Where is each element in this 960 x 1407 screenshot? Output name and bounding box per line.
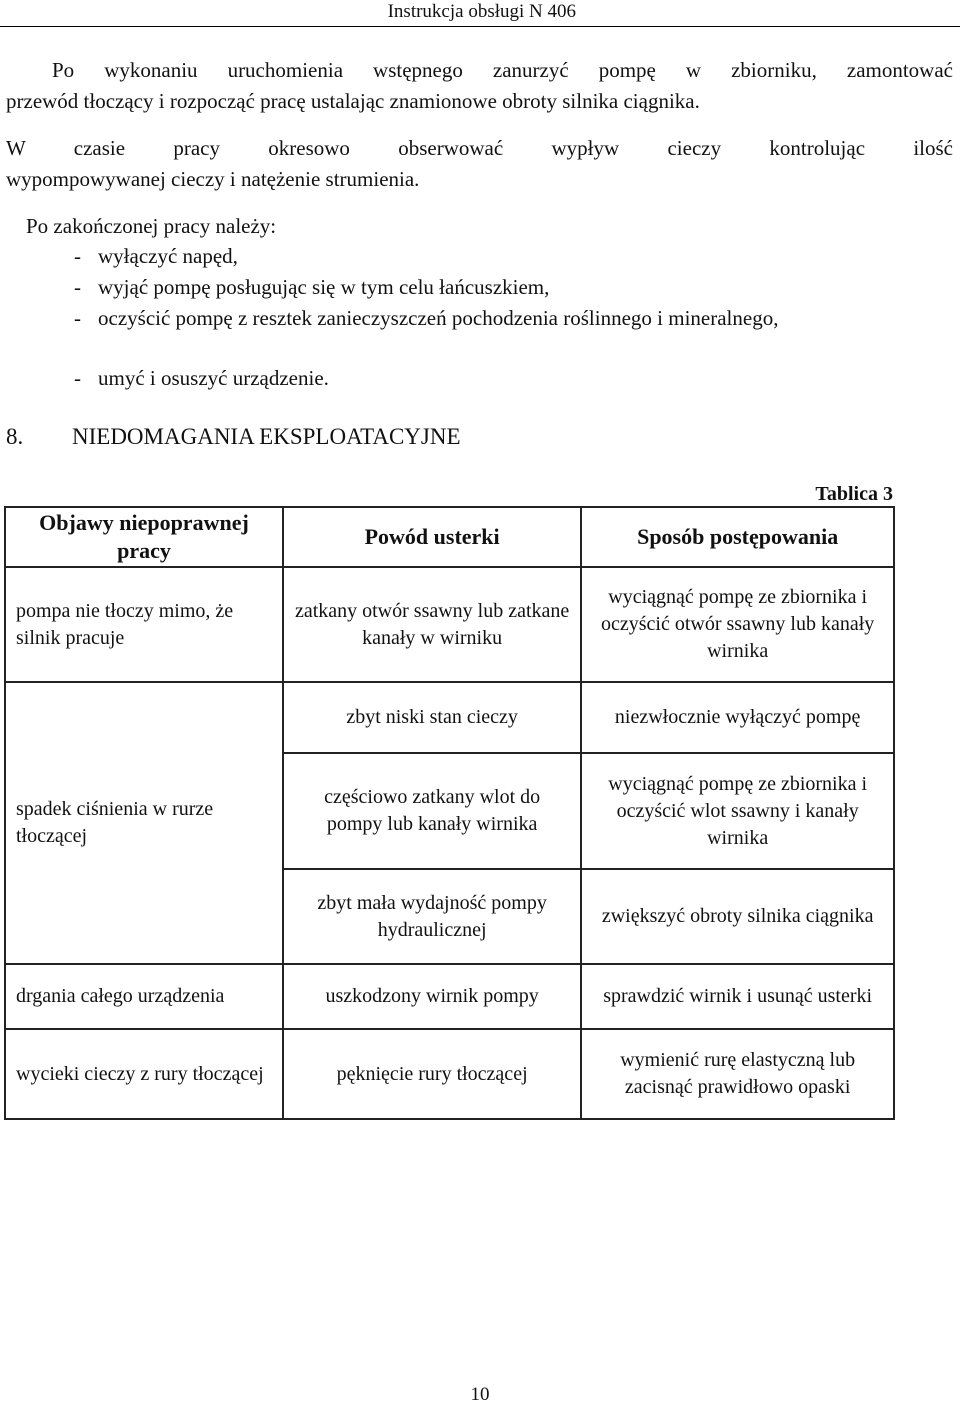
dash-bullet: - <box>74 306 81 330</box>
paragraph-line: W czasie pracy okresowo obserwować wypływ cieczy kontrolując ilość <box>6 136 953 160</box>
paragraph-line: wypompowywanej cieczy i natężenie strumienia. <box>6 167 420 191</box>
document-title: Instrukcja obsługi N 406 <box>387 1 576 22</box>
table-caption: Tablica 3 <box>815 483 893 505</box>
remedy-cell: sprawdzić wirnik i usunąć usterki <box>581 964 894 1029</box>
section-title: NIEDOMAGANIA EKSPLOATACYJNE <box>72 424 461 449</box>
symptom-cell: wycieki cieczy z rury tłoczącej <box>5 1029 283 1119</box>
table-row <box>5 682 894 753</box>
page-header <box>0 0 960 27</box>
step-text: umyć i osuszyć urządzenie. <box>98 366 329 390</box>
column-header-cause: Powód usterki <box>283 507 581 567</box>
page-number: 10 <box>470 1384 490 1405</box>
step-text: wyjąć pompę posługując się w tym celu łańcuszkiem, <box>98 275 550 299</box>
table-row <box>5 1029 894 1119</box>
section-number: 8. <box>6 424 24 449</box>
column-header-remedy: Sposób postępowania <box>581 507 894 567</box>
remedy-cell: wyciągnąć pompę ze zbiornika i oczyścić otwór ssawny lub kanały wirnika <box>581 567 894 682</box>
remedy-cell: niezwłocznie wyłączyć pompę <box>581 682 894 753</box>
symptom-cell: drgania całego urządzenia <box>5 964 283 1029</box>
paragraph-line: przewód tłoczący i rozpocząć pracę ustalając znamionowe obroty silnika ciągnika. <box>6 89 700 113</box>
paragraph-operation-monitoring <box>6 133 953 195</box>
remedy-cell: wymienić rurę elastyczną lub zacisnąć prawidłowo opaski <box>581 1029 894 1119</box>
cause-cell: zbyt niski stan cieczy <box>283 682 581 753</box>
step-text: oczyścić pompę z resztek zanieczyszczeń pochodzenia roślinnego i mineralnego, <box>98 306 779 330</box>
symptom-cell: spadek ciśnienia w rurze tłoczącej <box>5 682 283 964</box>
dash-bullet: - <box>74 244 81 268</box>
symptom-cell: pompa nie tłoczy mimo, że silnik pracuje <box>5 567 283 682</box>
troubleshooting-table <box>4 506 895 1120</box>
table-row <box>5 567 894 682</box>
table-header-row <box>5 507 894 567</box>
paragraph-line: Po wykonaniu uruchomienia wstępnego zanurzyć pompę w zbiorniku, zamontować <box>52 58 953 82</box>
cause-cell: uszkodzony wirnik pompy <box>283 964 581 1029</box>
dash-bullet: - <box>74 275 81 299</box>
after-work-label: Po zakończonej pracy należy: <box>26 214 277 238</box>
table-row <box>5 964 894 1029</box>
step-text: wyłączyć napęd, <box>98 244 238 268</box>
dash-bullet: - <box>74 366 81 390</box>
section-heading <box>6 422 461 452</box>
cause-cell: zbyt mała wydajność pompy hydraulicznej <box>283 869 581 964</box>
cause-cell: częściowo zatkany wlot do pompy lub kanały wirnika <box>283 753 581 869</box>
column-header-symptom: Objawy niepoprawnej pracy <box>5 507 283 567</box>
remedy-cell: wyciągnąć pompę ze zbiornika i oczyścić wlot ssawny i kanały wirnika <box>581 753 894 869</box>
paragraph-pump-startup <box>6 55 953 117</box>
remedy-cell: zwiększyć obroty silnika ciągnika <box>581 869 894 964</box>
cause-cell: pęknięcie rury tłoczącej <box>283 1029 581 1119</box>
cause-cell: zatkany otwór ssawny lub zatkane kanały w wirniku <box>283 567 581 682</box>
